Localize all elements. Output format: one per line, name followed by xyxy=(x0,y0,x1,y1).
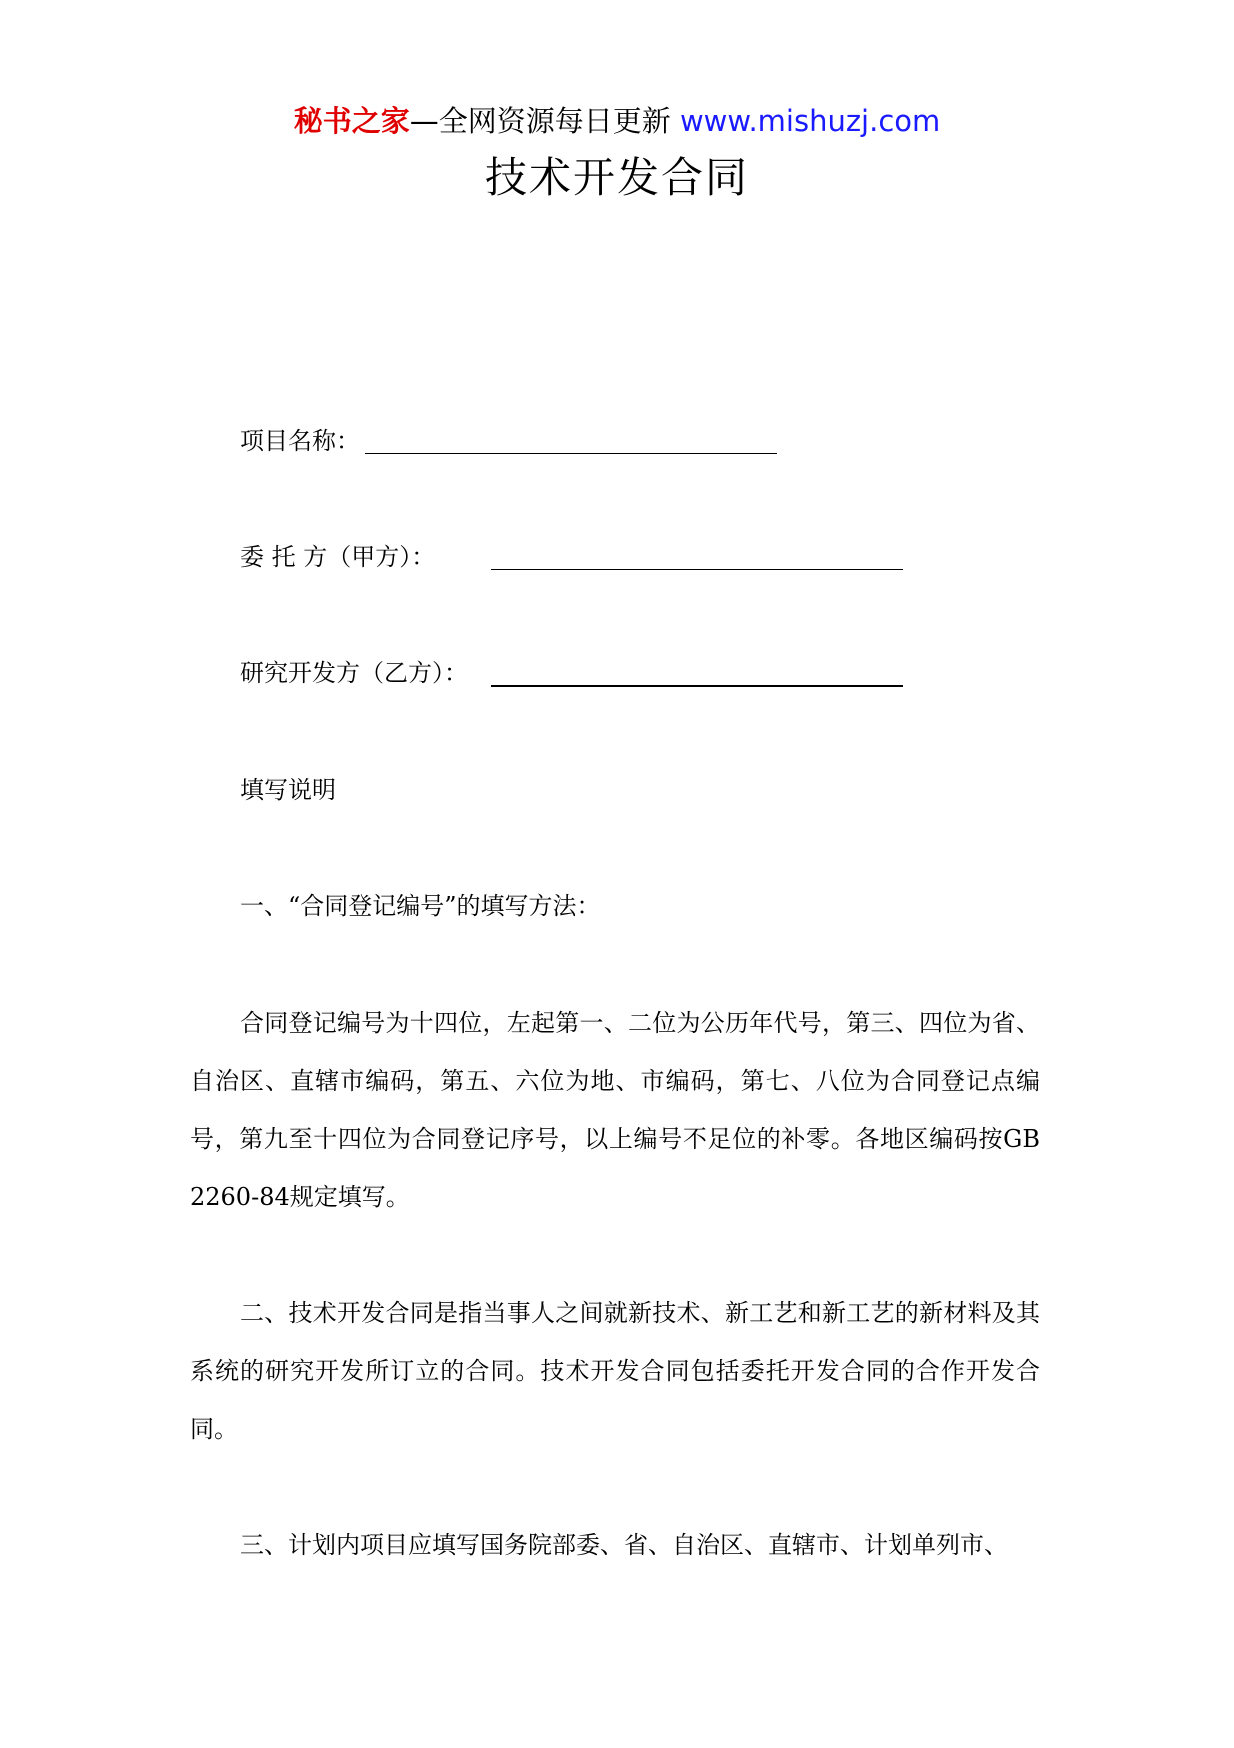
developer-label: 研究开发方（乙方）： xyxy=(240,659,468,687)
watermark-slogan: —全网资源每日更新 xyxy=(409,104,680,138)
section-3-body: 三、计划内项目应填写国务院部委、省、自治区、直辖市、计划单列市、 xyxy=(240,1531,1008,1559)
project-name-field xyxy=(240,424,360,458)
client-blank xyxy=(491,569,903,570)
instructions-heading: 填写说明 xyxy=(240,776,336,804)
section-1-heading: 一、“合同登记编号”的填写方法： xyxy=(240,892,601,920)
section-1-body: 合同登记编号为十四位，左起第一、二位为公历年代号，第三、四位为省、自治区、直辖市编码，第五、六位为地、市编码，第七、八位为合同登记点编号，第九至十四位为合同登记序号，以上编号不足位的补零。各地区编码按GB 2260-84规定填写。 xyxy=(190,1009,1040,1211)
watermark-brand: 秘书之家 xyxy=(293,104,410,138)
developer-blank xyxy=(491,685,903,687)
developer-field xyxy=(240,656,468,690)
project-name-blank xyxy=(365,453,777,454)
watermark-url: www.mishuzj.com xyxy=(679,104,941,138)
client-label: 委 托 方（甲方）： xyxy=(240,543,436,571)
document-title: 技术开发合同 xyxy=(484,153,749,202)
client-field xyxy=(240,540,435,574)
section-2-body: 二、技术开发合同是指当事人之间就新技术、新工艺和新工艺的新材料及其系统的研究开发所订立的合同。技术开发合同包括委托开发合同的合作开发合同。 xyxy=(190,1299,1040,1443)
site-watermark xyxy=(0,101,1234,141)
project-name-label: 项目名称： xyxy=(240,427,360,455)
